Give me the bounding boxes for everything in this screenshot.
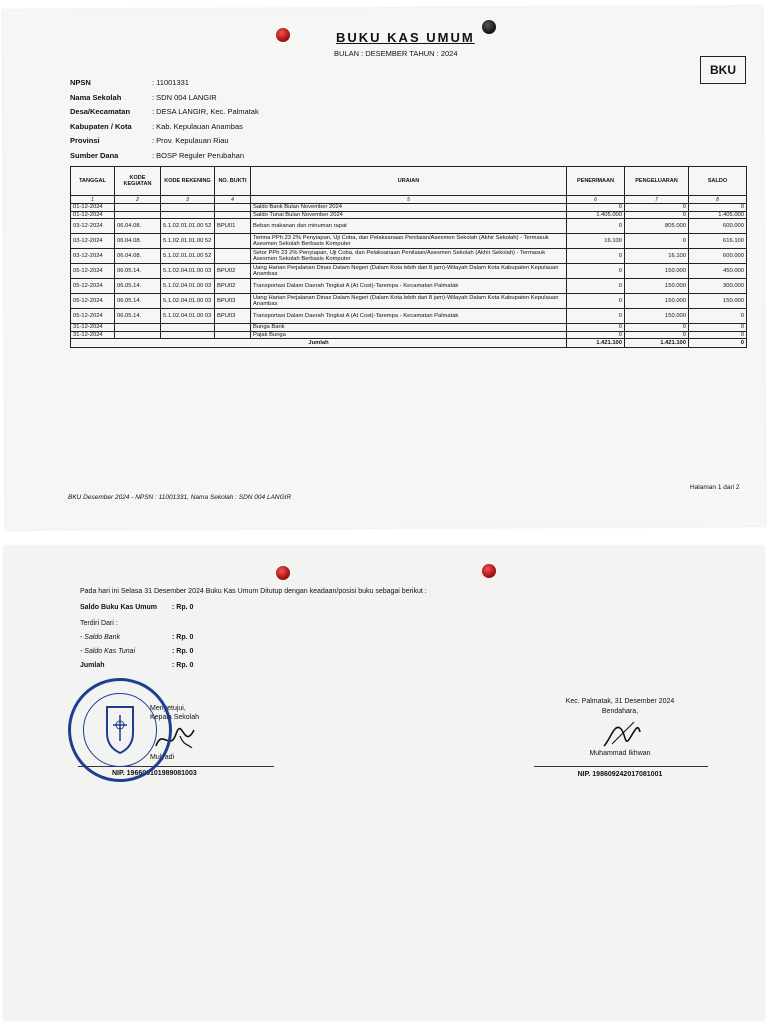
place-date: Kec. Palmatak, 31 Desember 2024 [565,698,675,705]
column-header: TANGGAL [71,167,115,196]
row-balance: 0 [689,309,747,324]
row-date: 01-12-2024 [71,211,115,219]
row-receipt-no [215,331,251,339]
column-index: 7 [625,196,689,204]
treasurer-title: Bendahara, [601,708,639,715]
info-value: : Prov. Kepulauan Riau [152,136,229,145]
row-receipts: 16.100 [567,234,625,249]
column-header: SALDO [689,167,747,196]
column-header: PENGELUARAN [625,167,689,196]
total-penerimaan: 1.421.100 [567,339,625,348]
page-2-sheet [4,546,764,1020]
info-value: : 11001331 [152,78,189,87]
column-header: KODE KEGIATAN [115,167,161,196]
row-account-code [161,204,215,212]
row-receipts: 1.405.000 [567,211,625,219]
tunai-row [80,648,193,655]
row-date: 03-12-2024 [71,234,115,249]
column-index: 8 [689,196,747,204]
row-receipt-no: BPU02 [215,264,251,279]
tunai-value: : Rp. 0 [172,648,194,655]
page-footer-right: Halaman 1 dari 2 [690,484,740,491]
row-receipt-no: BPU01 [215,219,251,234]
row-date: 31-12-2024 [71,324,115,332]
approval-label: Menyetujui, [150,705,186,712]
info-value: : BOSP Reguler Perubahan [152,150,245,160]
info-label: NPSN [70,78,91,87]
row-receipt-no [215,211,251,219]
row-expenses: 150.000 [625,264,689,279]
info-label: Nama Sekolah [70,92,122,102]
signature-line [534,766,708,767]
jumlah-value: : Rp. 0 [172,662,194,669]
row-activity-code [115,324,161,332]
row-activity-code: 06.04.08. [115,249,161,264]
table-row [71,249,747,264]
row-account-code [161,331,215,339]
row-description: Beban makanan dan minuman rapat [251,219,567,234]
bku-badge: BKU [700,56,746,84]
table-row [71,324,747,332]
row-activity-code: 06.05.14. [115,294,161,309]
treasurer-signature [600,718,644,752]
headmaster-name: Mulyadi [150,754,175,761]
info-label: Kabupaten / Kota [70,121,132,131]
row-receipts: 0 [567,219,625,234]
row-date: 03-12-2024 [71,219,115,234]
row-receipt-no [215,234,251,249]
row-receipts: 0 [567,249,625,264]
pin-icon [276,566,290,580]
column-index: 5 [251,196,567,204]
row-receipts: 0 [567,264,625,279]
row-description: Saldo Bank Bulan November 2024 [251,204,567,212]
row-date: 05-12-2024 [71,294,115,309]
info-value: : SDN 004 LANGIR [152,92,217,102]
row-balance: 300.000 [689,279,747,294]
row-activity-code [115,211,161,219]
row-activity-code: 06.05.14. [115,279,161,294]
jumlah-label: Jumlah [80,662,105,669]
row-account-code: 5.1.02.01.01.00 52 [161,219,215,234]
closing-statement: Pada hari ini Selasa 31 Desember 2024 Buku Kas Umum Ditutup dengan keadaan/posisi buku sebagai berikut : [80,588,427,595]
row-balance: 450.000 [689,264,747,279]
column-index: 2 [115,196,161,204]
pin-icon [482,20,496,34]
pin-icon [482,564,496,578]
row-receipts: 0 [567,204,625,212]
table-row [71,279,747,294]
row-receipts: 0 [567,294,625,309]
row-balance: 150.000 [689,294,747,309]
column-header: NO. BUKTI [215,167,251,196]
table-row [71,331,747,339]
bank-row [80,634,193,641]
bank-value: : Rp. 0 [172,634,194,641]
row-description: Uang Harian Perjalanan Dinas Dalam Negeri (Dalam Kota lebih dari 8 jam)-Wilayah Dalam Kota Kabupaten Kepulauan Anambas [251,264,567,279]
row-description: Saldo Tunai Bulan November 2024 [251,211,567,219]
total-row [71,339,747,348]
row-expenses: 0 [625,211,689,219]
total-pengeluaran: 1.421.100 [625,339,689,348]
row-date: 05-12-2024 [71,279,115,294]
page-footer-left: BKU Desember 2024 - NPSN : 11001331, Nama Sekolah : SDN 004 LANGIR [68,494,292,501]
row-date: 01-12-2024 [71,204,115,212]
row-receipt-no [215,204,251,212]
row-date: 31-12-2024 [71,331,115,339]
row-receipts: 0 [567,331,625,339]
table-row [71,219,747,234]
row-expenses: 0 [625,324,689,332]
row-description: Pajak Bunga [251,331,567,339]
info-label: Provinsi [70,136,100,145]
row-date: 05-12-2024 [71,309,115,324]
info-label: Desa/Kecamatan [70,107,131,116]
row-description: Transportasi Dalam Daerah Tingkat A (At Cost)-Tarempa - Kecamatan Palmatak [251,309,567,324]
document-title: BUKU KAS UMUM [336,30,475,45]
row-description: Transportasi Dalam Daerah Tingkat A (At Cost)-Tarempa - Kecamatan Palmatak [251,279,567,294]
table-row [71,309,747,324]
column-index: 6 [567,196,625,204]
row-account-code: 5.1.02.04.01.00 03 [161,279,215,294]
total-label: Jumlah [71,339,567,348]
row-activity-code: 06.04.08. [115,219,161,234]
row-expenses: 150.000 [625,309,689,324]
saldo-value: : Rp. 0 [172,604,194,611]
row-receipt-no: BPU03 [215,294,251,309]
row-balance: 600.000 [689,219,747,234]
total-saldo: 0 [689,339,747,348]
row-activity-code: 06.04.08. [115,234,161,249]
column-header: PENERIMAAN [567,167,625,196]
row-balance: 600.000 [689,249,747,264]
row-balance: 1.405.000 [689,211,747,219]
info-label: Sumber Dana [70,150,119,160]
tunai-label: - Saldo Kas Tunai [80,648,136,655]
headmaster-title: Kepala Sekolah [150,714,200,721]
saldo-label: Saldo Buku Kas Umum [80,604,158,611]
bank-label: - Saldo Bank [80,634,121,641]
row-expenses: 150.000 [625,279,689,294]
row-description: Bunga Bank [251,324,567,332]
ledger-table [70,166,747,348]
document-subtitle: BULAN : DESEMBER TAHUN : 2024 [334,49,458,58]
terdiri-label: Terdiri Dari : [80,620,118,627]
row-activity-code: 06.05.14. [115,309,161,324]
treasurer-name: Muhammad Ikhwan [589,750,651,757]
row-receipts: 0 [567,279,625,294]
row-account-code: 5.1.02.01.01.00 52 [161,234,215,249]
row-account-code: 5.1.02.04.01.00 03 [161,264,215,279]
column-index: 3 [161,196,215,204]
row-account-code: 5.1.02.01.01.00 52 [161,249,215,264]
row-description: Uang Harian Perjalanan Dinas Dalam Negeri (Dalam Kota lebih dari 8 jam)-Wilayah Dalam Kota Kabupaten Kepulauan Anambas [251,294,567,309]
row-receipt-no [215,324,251,332]
row-account-code [161,211,215,219]
row-balance: 616.100 [689,234,747,249]
column-index-row [71,196,747,204]
row-expenses: 150.000 [625,294,689,309]
row-balance: 0 [689,324,747,332]
row-expenses: 16.100 [625,249,689,264]
row-date: 03-12-2024 [71,249,115,264]
row-description: Setor PPh 23 2% Penyiapan, Uji Coba, dan Pelaksanaan Penilaian/Asesmen Sekolah (Akhir Sekolah) - Termasuk Asesmen Sekolah Berbasis Komputer [251,249,567,264]
row-account-code: 5.1.02.04.01.00 03 [161,309,215,324]
row-balance: 0 [689,331,747,339]
row-expenses: 0 [625,234,689,249]
row-receipt-no [215,249,251,264]
row-balance: 0 [689,204,747,212]
table-row [71,234,747,249]
column-index: 1 [71,196,115,204]
info-value: : Kab. Kepulauan Anambas [152,121,243,131]
row-activity-code [115,204,161,212]
column-index: 4 [215,196,251,204]
pin-icon [276,28,290,42]
column-header: KODE REKENING [161,167,215,196]
school-info [70,78,259,165]
jumlah-row [80,662,193,669]
row-activity-code [115,331,161,339]
row-account-code: 5.1.02.04.01.00 03 [161,294,215,309]
table-row [71,264,747,279]
school-stamp [68,678,172,782]
row-description: Terima PPh 23 2% Penyiapan, Uji Coba, dan Pelaksanaan Penilaian/Asesmen Sekolah (Akhir Sekolah) - Termasuk Asesmen Sekolah Berbasis Komputer [251,234,567,249]
row-date: 05-12-2024 [71,264,115,279]
table-row [71,294,747,309]
treasurer-nip: NIP. 198609242017081001 [577,771,663,778]
row-receipt-no: BPU02 [215,279,251,294]
row-activity-code: 06.05.14. [115,264,161,279]
row-receipt-no: BPU03 [215,309,251,324]
row-account-code [161,324,215,332]
row-receipts: 0 [567,324,625,332]
saldo-row [80,604,193,611]
table-header-row [71,167,747,196]
row-expenses: 0 [625,204,689,212]
stamp-emblem-icon [71,681,169,779]
row-expenses: 0 [625,331,689,339]
row-receipts: 0 [567,309,625,324]
column-header: URAIAN [251,167,567,196]
info-value: : DESA LANGIR, Kec. Palmatak [152,107,259,116]
row-expenses: 805.000 [625,219,689,234]
table-row [71,204,747,212]
headmaster-nip: NIP. 196606101989081003 [112,770,197,777]
table-row [71,211,747,219]
